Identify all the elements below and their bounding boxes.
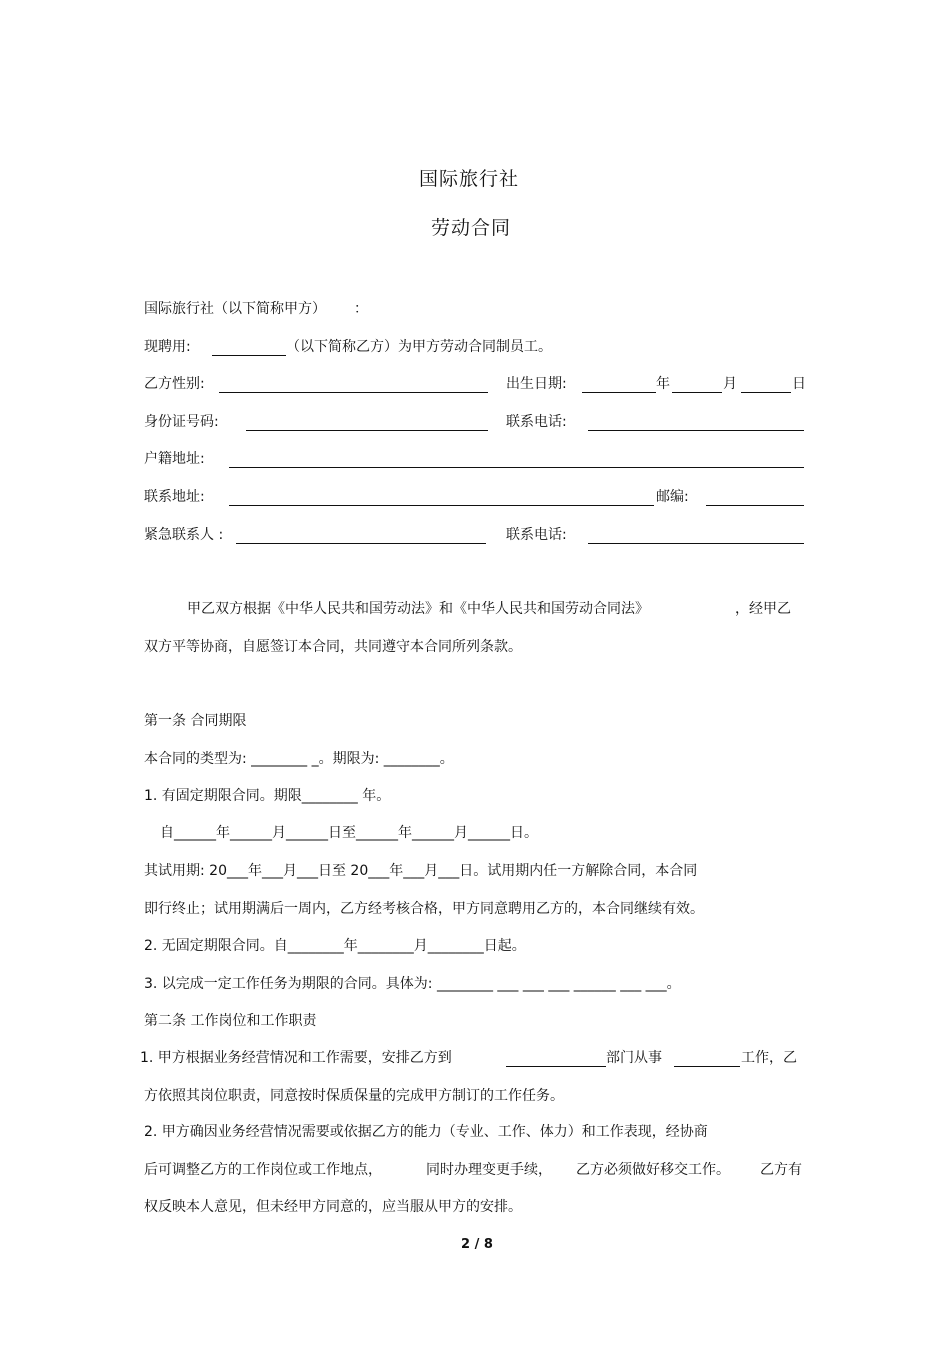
probation-line-2: 即行终止；试用期满后一周内，乙方经考核合格，甲方同意聘用乙方的，本合同继续有效。 xyxy=(144,901,704,917)
hukou-field[interactable] xyxy=(229,467,804,468)
hire-label: 现聘用: xyxy=(144,339,191,355)
party-a-colon: ： xyxy=(354,301,368,317)
contract-type-line: 本合同的类型为: ________ _。期限为: ________。 xyxy=(144,751,454,767)
probation-line-1: 其试用期: 20___年___月___日至 20___年___月___日。试用期内任一方解除合同，本合同 xyxy=(144,863,698,879)
article-2-item-1b: 方依照其岗位职责，同意按时保质保量的完成甲方制订的工作任务。 xyxy=(144,1088,564,1104)
intro-line-2: 双方平等协商，自愿签订本合同，共同遵守本合同所列条款。 xyxy=(144,639,522,655)
address-label: 联系地址: xyxy=(144,489,205,505)
article-2-heading: 第二条 工作岗位和工作职责 xyxy=(144,1013,317,1029)
gender-label: 乙方性别: xyxy=(144,376,205,392)
id-field[interactable] xyxy=(246,430,488,431)
article-2-item-2b-4: 乙方有 xyxy=(760,1162,802,1178)
page-number: 2 / 8 xyxy=(461,1237,493,1252)
intro-line-1-tail: ，经甲乙 xyxy=(735,601,791,617)
article-2-item-2a: 2. 甲方确因业务经营情况需要或依据乙方的能力（专业、工作、体力）和工作表现，经协商 xyxy=(144,1124,708,1140)
emergency-label: 紧急联系人 : xyxy=(144,527,224,543)
article-2-item-1a: 1. 甲方根据业务经营情况和工作需要，安排乙方到 xyxy=(140,1050,452,1066)
birth-day-field[interactable] xyxy=(741,392,791,393)
birth-year-unit: 年 xyxy=(656,376,670,392)
phone-label: 联系电话: xyxy=(506,414,567,430)
address-field[interactable] xyxy=(229,505,654,506)
postcode-label: 邮编: xyxy=(656,489,689,505)
article-2-work-label: 工作，乙 xyxy=(741,1050,797,1066)
article-2-dept-label: 部门从事 xyxy=(606,1050,662,1066)
birth-year-field[interactable] xyxy=(582,392,656,393)
birth-month-unit: 月 xyxy=(723,376,737,392)
department-field[interactable] xyxy=(506,1066,606,1067)
article-2-item-2b-2: 同时办理变更手续， xyxy=(426,1162,552,1178)
article-2-item-2c: 权反映本人意见，但未经甲方同意的，应当服从甲方的安排。 xyxy=(144,1199,522,1215)
phone-field[interactable] xyxy=(588,430,804,431)
article-2-item-2b-1: 后可调整乙方的工作岗位或工作地点， xyxy=(144,1162,382,1178)
task-term-item: 3. 以完成一定工作任务为期限的合同。具体为: ________ ___ ___ ___ ______ ___ ___。 xyxy=(144,976,681,992)
intro-line-1: 甲乙双方根据《中华人民共和国劳动法》和《中华人民共和国劳动合同法》 xyxy=(187,601,649,617)
article-1-heading: 第一条 合同期限 xyxy=(144,713,247,729)
phone-label-2: 联系电话: xyxy=(506,527,567,543)
fixed-term-item: 1. 有固定期限合同。期限________ 年。 xyxy=(144,788,391,804)
open-term-item: 2. 无固定期限合同。自________年________月________日起。 xyxy=(144,938,526,954)
document-subtitle: 劳动合同 xyxy=(431,217,512,239)
article-2-item-2b-3: 乙方必须做好移交工作。 xyxy=(576,1162,730,1178)
hukou-label: 户籍地址: xyxy=(144,451,205,467)
fixed-term-range: 自______年______月______日至______年______月______日。 xyxy=(160,825,538,841)
gender-field[interactable] xyxy=(219,392,488,393)
emergency-field[interactable] xyxy=(236,543,486,544)
hire-suffix: （以下简称乙方）为甲方劳动合同制员工。 xyxy=(286,339,552,355)
job-field[interactable] xyxy=(674,1066,740,1067)
postcode-field[interactable] xyxy=(706,505,804,506)
birth-month-field[interactable] xyxy=(672,392,722,393)
party-a-label: 国际旅行社（以下简称甲方） xyxy=(144,301,326,317)
id-label: 身份证号码: xyxy=(144,414,219,430)
birth-day-unit: 日 xyxy=(792,376,806,392)
document-title: 国际旅行社 xyxy=(419,168,520,190)
birth-label: 出生日期: xyxy=(506,376,567,392)
phone-field-2[interactable] xyxy=(588,543,804,544)
hire-name-field[interactable] xyxy=(212,355,286,356)
